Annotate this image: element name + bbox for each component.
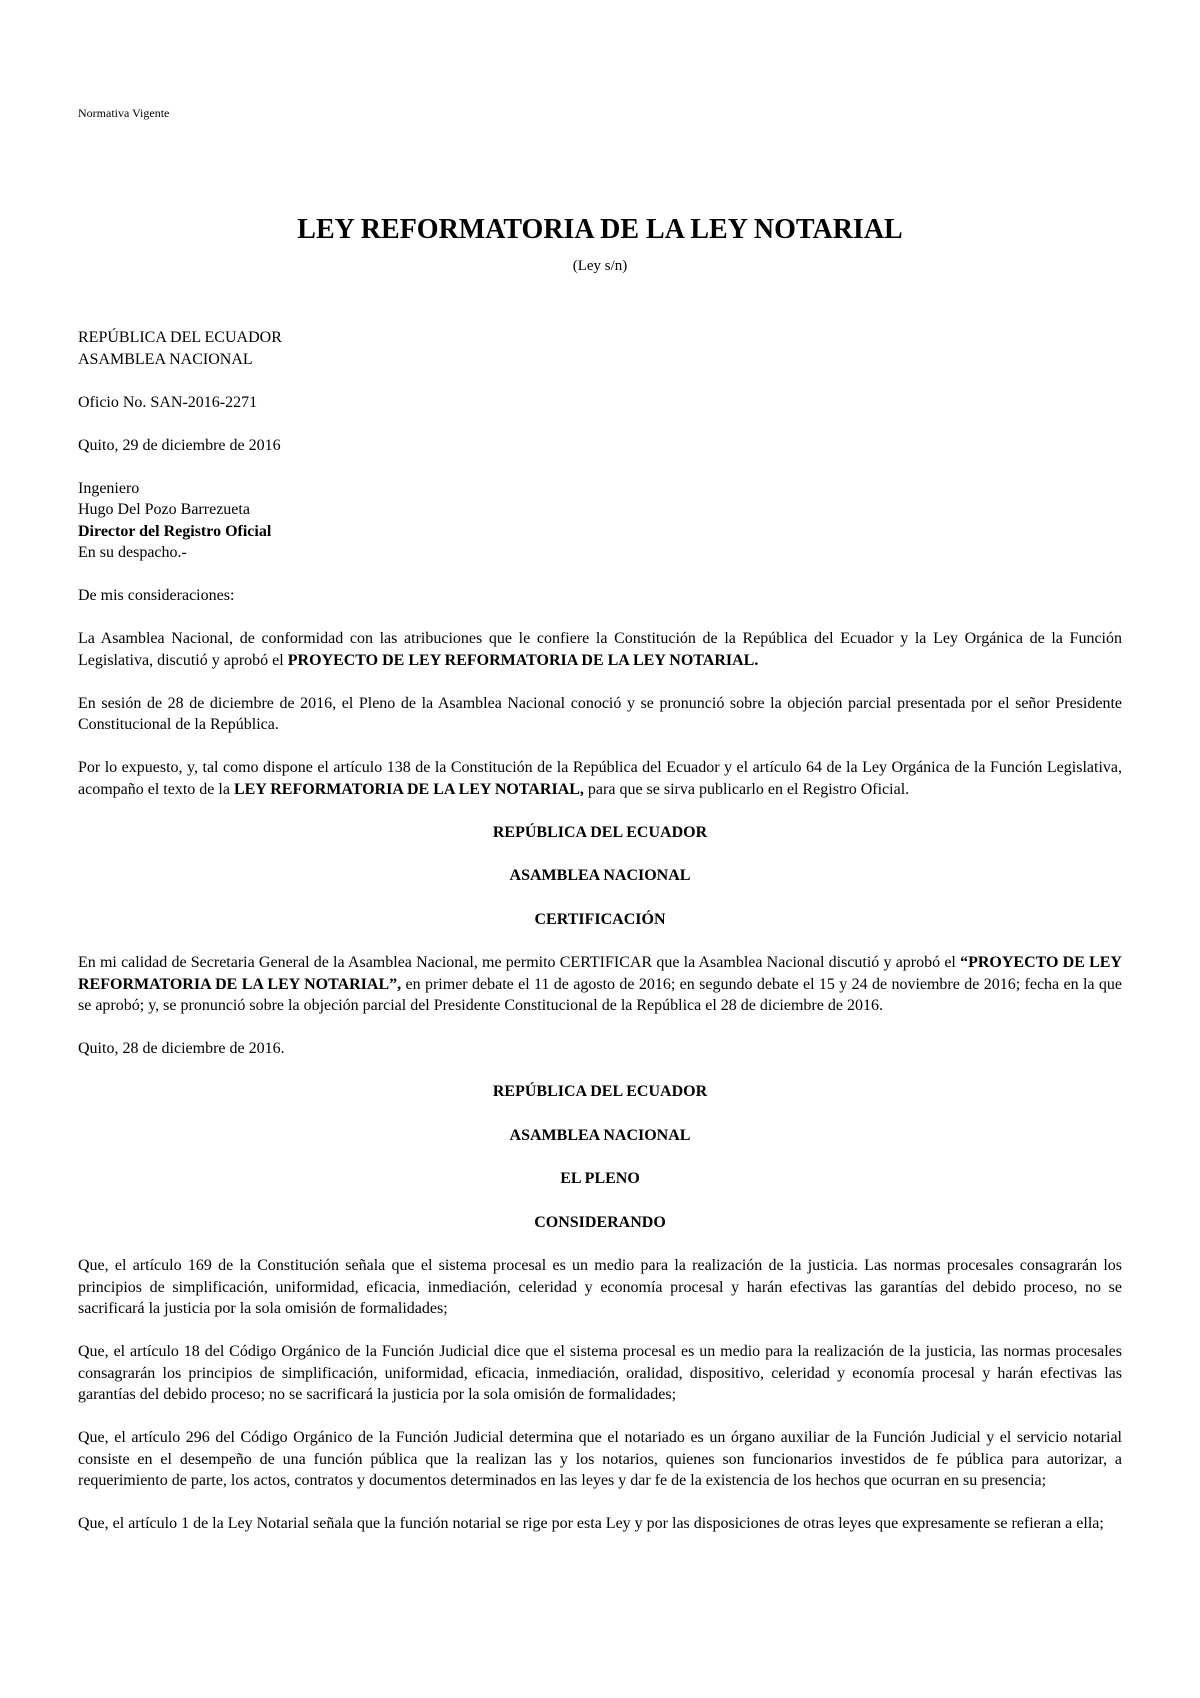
letter-paragraph-1: [78, 628, 1122, 671]
letter-date: Quito, 29 de diciembre de 2016: [78, 436, 281, 454]
cert-heading-certification: CERTIFICACIÓN: [534, 910, 666, 928]
pleno-heading-republic: REPÚBLICA DEL ECUADOR: [492, 1083, 708, 1100]
considerando-4: Que, el artículo 1 de la Ley Notarial señala que la función notarial se rige por esta Ley y por las disposiciones de otras leyes que expresamente se refieran a ella;: [78, 1515, 1104, 1532]
recipient-title: Ingeniero: [78, 479, 140, 497]
header-note: Normativa Vigente: [78, 106, 170, 120]
recipient-block: [78, 478, 1122, 564]
certification-date: Quito, 28 de diciembre de 2016.: [78, 1040, 285, 1057]
letter-header-line1: REPÚBLICA DEL ECUADOR: [78, 329, 282, 346]
pleno-heading-pleno: EL PLENO: [560, 1170, 640, 1187]
letter-p3-bold: LEY REFORMATORIA DE LA LEY NOTARIAL,: [233, 780, 584, 798]
letter-paragraph-3: [78, 757, 1122, 800]
document-subtitle: (Ley s/n): [572, 258, 628, 274]
certification-paragraph: [78, 952, 1122, 1017]
considerando-2: Que, el artículo 18 del Código Orgánico de la Función Judicial dice que el sistema procesal es un medio para la realización de la justicia, las normas procesales consagrarán los principios de simplificación, uniformidad, eficacia, inmediación, oralidad, dispositivo, celeridad y economía procesal y harán efectivas las garantías del debido proceso; no se sacrificará la justicia por la sola omisión de formalidades;: [78, 1343, 1122, 1403]
pleno-heading-assembly: ASAMBLEA NACIONAL: [509, 1126, 691, 1144]
letter-paragraph-2: En sesión de 28 de diciembre de 2016, el Pleno de la Asamblea Nacional conoció y se pronunció sobre la objeción parcial presentada por el señor Presidente Constitucional de la República.: [78, 694, 1122, 733]
document-title: LEY REFORMATORIA DE LA LEY NOTARIAL: [297, 214, 903, 245]
letter-p1-bold: PROYECTO DE LEY REFORMATORIA DE LA LEY NOTARIAL.: [287, 651, 759, 669]
recipient-name: Hugo Del Pozo Barrezueta: [78, 501, 250, 518]
oficio-number: Oficio No. SAN-2016-2271: [78, 393, 258, 411]
cert-heading-assembly: ASAMBLEA NACIONAL: [509, 867, 691, 884]
letter-p1-text: La Asamblea Nacional, de conformidad con las atribuciones que le confiere la Constitución de la República del Ecuador y la Ley Orgánica de la Función Legislativa, discutió y aprobó el: [78, 630, 1122, 669]
recipient-place: En su despacho.-: [78, 544, 187, 561]
cert-heading-republic: REPÚBLICA DEL ECUADOR: [492, 823, 708, 841]
considerando-3: Que, el artículo 296 del Código Orgánico de la Función Judicial determina que el notariado es un órgano auxiliar de la Función Judicial y el servicio notarial consiste en el desempeño de una función pública que la realizan las y los notarios, quienes son funcionarios investidos de fe pública para autorizar, a requerimiento de parte, los actos, contratos y documentos determinados en las leyes y dar fe de la existencia de los hechos que ocurran en su presencia;: [78, 1429, 1122, 1489]
greeting: De mis consideraciones:: [78, 587, 235, 604]
letter-header-line2: ASAMBLEA NACIONAL: [78, 350, 253, 368]
document-body: [78, 327, 1122, 1556]
pleno-heading-considerando: CONSIDERANDO: [534, 1213, 666, 1231]
letter-p3-tail: para que se sirva publicarlo en el Registro Oficial.: [583, 780, 910, 798]
letter-p3-text: Por lo expuesto, y, tal como dispone el artículo 138 de la Constitución de la República del Ecuador y el artículo 64 de la Ley Orgánica de la Función Legislativa, acompaño el texto de la: [78, 759, 1122, 798]
letter-header: [78, 327, 1122, 370]
cert-p1-tail: en primer debate el 11 de agosto de 2016; en segundo debate el 15 y 24 de noviembre de 2016; fecha en la que se aprobó; y, se pronunció sobre la objeción parcial del Presidente Constitucional de la República el 28 de diciembre de 2016.: [78, 975, 1122, 1014]
cert-p1-bold: “PROYECTO DE LEY REFORMATORIA DE LA LEY NOTARIAL”,: [78, 954, 1122, 993]
cert-p1-text: En mi calidad de Secretaria General de la Asamblea Nacional, me permito CERTIFICAR que la Asamblea Nacional discutió y aprobó el: [78, 954, 961, 971]
recipient-role: Director del Registro Oficial: [78, 522, 272, 540]
considerando-1: Que, el artículo 169 de la Constitución señala que el sistema procesal es un medio para la realización de la justicia. Las normas procesales consagrarán los principios de simplificación, uniformidad, eficacia, inmediación, celeridad y economía procesal y harán efectivas las garantías del debido proceso, no se sacrificará la justicia por la sola omisión de formalidades;: [78, 1257, 1122, 1317]
